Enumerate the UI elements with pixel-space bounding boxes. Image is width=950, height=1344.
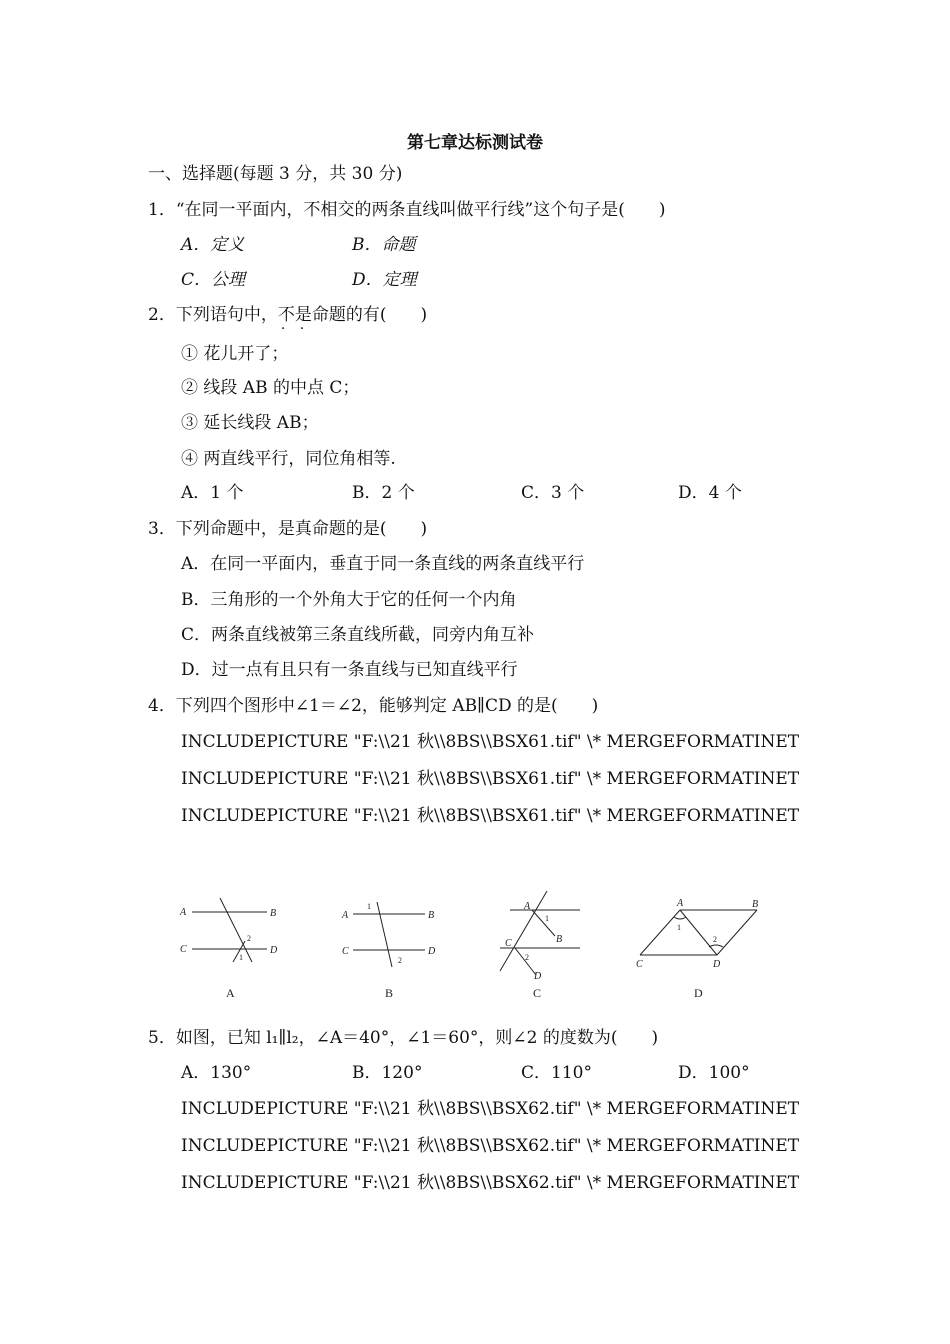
q5-option-b: B．120° (352, 1063, 423, 1083)
fig-d-label-d: D (713, 959, 721, 970)
fig-b-transversal (377, 902, 392, 967)
fig-d-angle-1-arc (674, 917, 686, 919)
fig-caption-c: C (533, 986, 542, 1000)
q4-include-field-3: INCLUDEPICTURE "F:\\21 秋\\8BS\\BSX61.tif" \* MERGEFORMATINET (181, 806, 800, 826)
fig-c-label-c: C (505, 938, 512, 949)
question-2-stem (148, 304, 427, 326)
q1-option-b: B．命题 (352, 235, 416, 255)
q3-option-a: A．在同一平面内，垂直于同一条直线的两条直线平行 (181, 554, 585, 574)
fig-d-angle-2: 2 (713, 935, 717, 944)
fig-d-angle-2-arc (709, 945, 723, 947)
fig-d-angle-1: 1 (677, 923, 681, 932)
q4-include-field-1: INCLUDEPICTURE "F:\\21 秋\\8BS\\BSX61.tif" \* MERGEFORMATINET (181, 732, 800, 752)
fig-d-label-b: B (752, 899, 759, 910)
fig-a-label-b: B (270, 908, 277, 919)
fig-c-angle-1: 1 (545, 914, 549, 923)
q5-include-field-2: INCLUDEPICTURE "F:\\21 秋\\8BS\\BSX62.tif" \* MERGEFORMATINET (181, 1136, 800, 1156)
q3-option-c: C．两条直线被第三条直线所截，同旁内角互补 (181, 625, 535, 645)
question-5-stem: 5．如图，已知 l₁∥l₂，∠A＝40°，∠1＝60°，则∠2 的度数为( ) (148, 1028, 659, 1048)
section-heading: 一、选择题(每题 3 分，共 30 分) (148, 164, 403, 184)
fig-a-angle-2: 2 (247, 934, 251, 943)
fig-d-line-ac (640, 910, 680, 955)
fig-b-angle-1: 1 (367, 902, 371, 911)
fig-a-transversal (220, 898, 252, 962)
fig-d-label-c: C (636, 959, 643, 970)
q2-stem-emphasis: 不是 · · (278, 304, 312, 326)
fig-a-label-a: A (180, 907, 187, 918)
fig-d-line-bd (717, 910, 757, 955)
question-3-stem: 3．下列命题中，是真命题的是( ) (148, 519, 428, 539)
q5-include-field-1: INCLUDEPICTURE "F:\\21 秋\\8BS\\BSX62.tif" \* MERGEFORMATINET (181, 1099, 800, 1119)
fig-b-angle-2: 2 (398, 956, 402, 965)
q2-item-3: ③ 延长线段 AB； (181, 413, 319, 433)
q4-figures-svg (170, 885, 790, 1010)
q3-option-b: B．三角形的一个外角大于它的任何一个内角 (181, 590, 517, 610)
fig-a-label-c: C (180, 944, 187, 955)
fig-a-label-d: D (270, 945, 278, 956)
q2-option-c: C．3 个 (521, 483, 585, 503)
fig-c-label-b: B (556, 934, 563, 945)
q2-option-d: D．4 个 (678, 483, 742, 503)
q1-option-a: A．定义 (181, 235, 245, 255)
question-1-stem: 1．“在同一平面内，不相交的两条直线叫做平行线”这个句子是( ) (148, 200, 666, 220)
fig-c-angle-2: 2 (525, 953, 529, 962)
q4-figures (170, 885, 790, 1014)
fig-d-label-a: A (677, 898, 684, 909)
q5-option-a: A．130° (181, 1063, 252, 1083)
page-title: 第七章达标测试卷 (407, 133, 543, 153)
q2-option-b: B．2 个 (352, 483, 415, 503)
q2-stem-part-1: 2．下列语句中， (148, 305, 278, 325)
q1-option-c: C．公理 (181, 270, 246, 290)
fig-a-angle-1: 1 (239, 953, 243, 962)
fig-b-label-b: B (428, 910, 435, 921)
q2-item-2: ② 线段 AB 的中点 C； (181, 378, 360, 398)
fig-caption-a: A (226, 986, 235, 1000)
q2-item-1: ① 花儿开了； (181, 344, 289, 364)
fig-b-label-c: C (342, 946, 349, 957)
fig-caption-d: D (694, 986, 703, 1000)
q3-option-d: D．过一点有且只有一条直线与已知直线平行 (181, 660, 518, 680)
fig-caption-b: B (385, 986, 394, 1000)
fig-c-label-a: A (524, 901, 531, 912)
q2-item-4: ④ 两直线平行，同位角相等. (181, 449, 396, 469)
q2-stem-part-2: 命题的有( ) (311, 305, 428, 325)
fig-b-label-a: A (342, 910, 349, 921)
q2-option-a: A．1 个 (181, 483, 244, 503)
fig-c-label-d: D (534, 971, 542, 982)
q1-option-d: D．定理 (352, 270, 417, 290)
fig-c-ray-b (532, 910, 555, 936)
q5-option-c: C．110° (521, 1063, 592, 1083)
question-4-stem: 4．下列四个图形中∠1＝∠2，能够判定 AB∥CD 的是( ) (148, 696, 599, 716)
q5-option-d: D．100° (678, 1063, 750, 1083)
fig-b-label-d: D (428, 946, 436, 957)
q4-include-field-2: INCLUDEPICTURE "F:\\21 秋\\8BS\\BSX61.tif" \* MERGEFORMATINET (181, 769, 800, 789)
q5-include-field-3: INCLUDEPICTURE "F:\\21 秋\\8BS\\BSX62.tif" \* MERGEFORMATINET (181, 1173, 800, 1193)
